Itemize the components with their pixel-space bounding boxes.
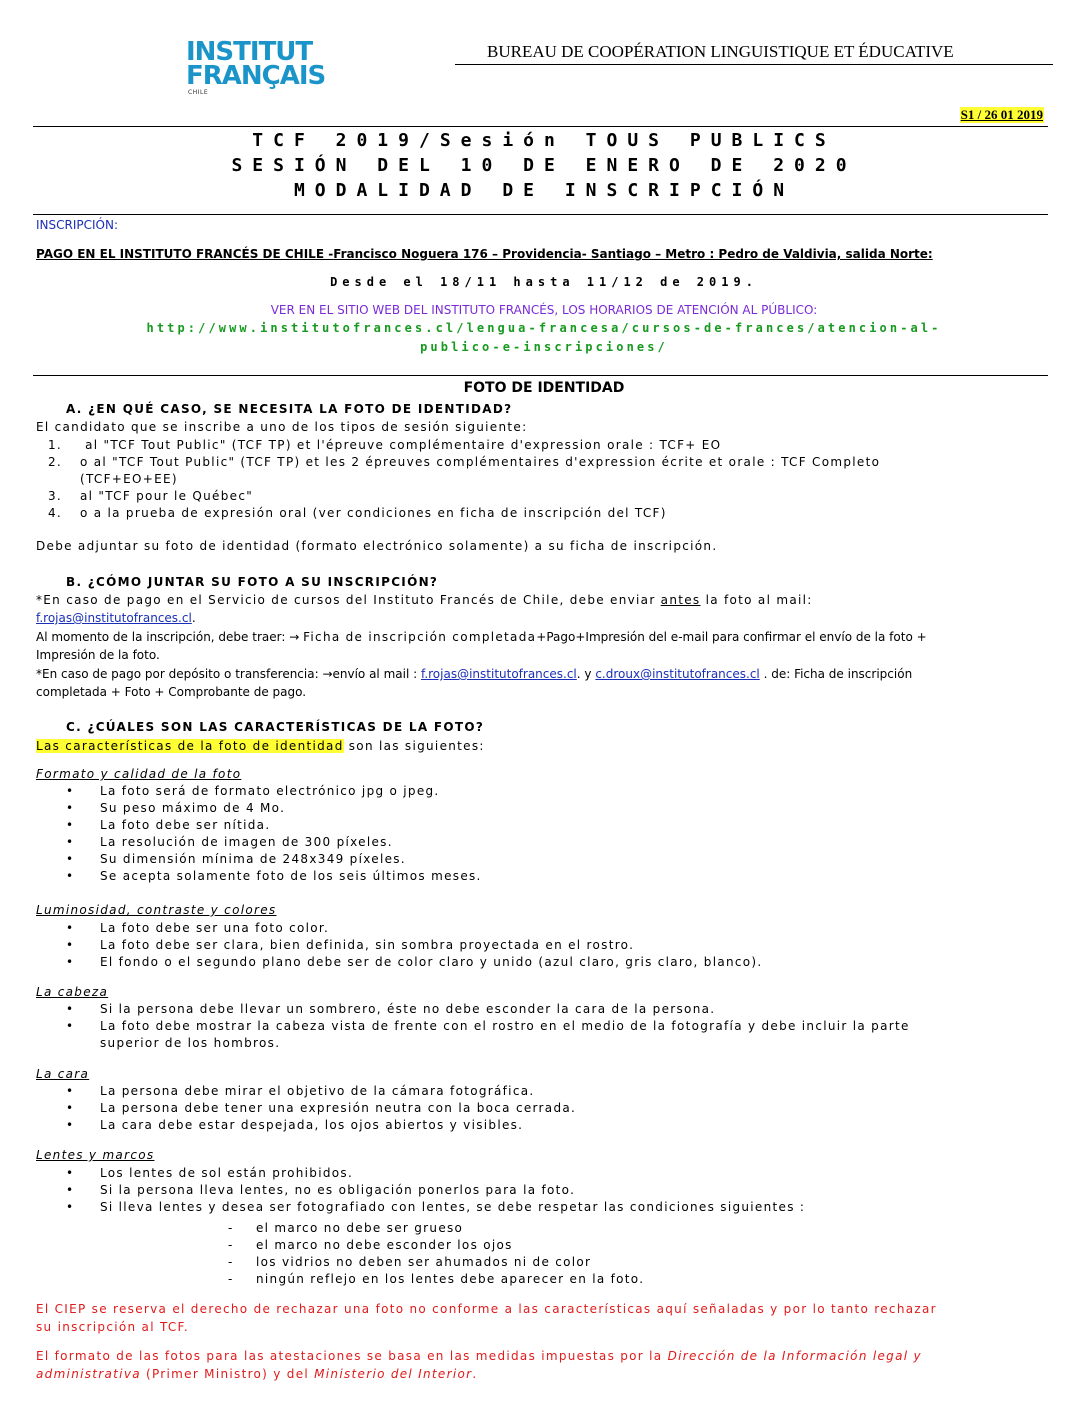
list-item: 1. al "TCF Tout Public" (TCF TP) et l'épreuve complémentaire d'expression orale : TCF+ EO	[48, 438, 722, 452]
list-item: • La persona debe mirar el objetivo de la cámara fotográfica.	[66, 1084, 535, 1098]
list-item: superior de los hombros.	[100, 1036, 281, 1050]
lentes-sublist	[228, 1220, 644, 1288]
list-item: • La foto debe ser clara, bien definida, sin sombra proyectada en el rostro.	[66, 938, 635, 952]
list-item: • Los lentes de sol están prohibidos.	[66, 1166, 354, 1180]
bureau-title: BUREAU DE COOPÉRATION LINGUISTIQUE ET ÉDUCATIVE	[487, 42, 954, 61]
section-b-line6: completada + Foto + Comprobante de pago.	[36, 685, 307, 699]
list-item: • Se acepta solamente foto de los seis últimos meses.	[66, 869, 482, 883]
luminosidad-list	[66, 920, 763, 971]
list-item: • Si lleva lentes y desea ser fotografiado con lentes, se debe respetar las condiciones siguientes :	[66, 1200, 806, 1214]
cara-heading: La cara	[36, 1067, 90, 1081]
email-link-droux[interactable]: c.droux@institutofrances.cl	[595, 667, 760, 681]
horarios-url-line1[interactable]: http://www.institutofrances.cl/lengua-francesa/cursos-de-frances/atencion-al-	[146, 321, 942, 335]
section-a-heading: A. ¿EN QUÉ CASO, SE NECESITA LA FOTO DE IDENTIDAD?	[66, 402, 513, 416]
section-b-line5: *En caso de pago por depósito o transferencia: →envío al mail : f.rojas@institutofrances.cl. y c.droux@institutofrances.cl . de: Ficha de inscripción	[36, 667, 913, 681]
list-item: • Si la persona debe llevar un sombrero, éste no debe esconder la cara de la persona.	[66, 1002, 716, 1016]
section-a-outro: Debe adjuntar su foto de identidad (formato electrónico solamente) a su ficha de inscripción.	[36, 539, 718, 553]
cabeza-list	[66, 1001, 910, 1052]
section-b-line1: *En caso de pago en el Servicio de cursos del Instituto Francés de Chile, debe enviar antes la foto al mail:	[36, 593, 813, 607]
cabeza-heading: La cabeza	[36, 985, 109, 999]
section-a-intro: El candidato que se inscribe a uno de los tipos de sesión siguiente:	[36, 420, 528, 434]
list-item: • Su dimensión mínima de 248x349 píxeles.	[66, 852, 406, 866]
logo-line2: FRANÇAIS	[186, 61, 326, 91]
formato-notice-line2: administrativa (Primer Ministro) y del Ministerio del Interior.	[36, 1367, 478, 1381]
list-item: 3. al "TCF pour le Québec"	[48, 489, 254, 503]
email-link-rojas-2[interactable]: f.rojas@institutofrances.cl	[420, 667, 577, 681]
reference-code: S1 / 26 01 2019	[960, 107, 1043, 122]
section-b-line4: Impresión de la foto.	[36, 648, 160, 662]
foto-title: FOTO DE IDENTIDAD	[463, 380, 625, 396]
list-item: - los vidrios no deben ser ahumados ni de color	[228, 1255, 592, 1269]
email-link-rojas[interactable]: f.rojas@institutofrances.cl	[36, 611, 192, 625]
list-item: 2. o al "TCF Tout Public" (TCF TP) et les 2 épreuves complémentaires d'expression écrite et orale : TCF Completo	[48, 455, 881, 469]
formato-heading: Formato y calidad de la foto	[36, 767, 242, 781]
formato-list	[66, 783, 482, 885]
pago-bold: PAGO EN EL INSTITUTO FRANCÉS DE CHILE -	[36, 247, 334, 261]
formato-notice-line1: El formato de las fotos para las atestaciones se basa en las medidas impuestas por la Dirección de la Información legal y	[36, 1349, 922, 1363]
ver-horarios: VER EN EL SITIO WEB DEL INSTITUTO FRANCÉS, LOS HORARIOS DE ATENCIÓN AL PÚBLICO:	[270, 303, 818, 317]
inscription-dates: Desde el 18/11 hasta 11/12 de 2019.	[330, 275, 758, 289]
inscripcion-label: INSCRIPCIÓN:	[36, 218, 119, 232]
ciep-notice-line2: su inscripción al TCF.	[36, 1320, 189, 1334]
institut-francais-logo	[186, 37, 326, 96]
title-top-rule	[33, 126, 1048, 127]
list-item: • La foto será de formato electrónico jpg o jpeg.	[66, 784, 440, 798]
lentes-list	[66, 1165, 805, 1216]
section-b-heading: B. ¿CÓMO JUNTAR SU FOTO A SU INSCRIPCIÓN?	[66, 575, 439, 589]
ciep-notice-line1: El CIEP se reserva el derecho de rechazar una foto no conforme a las características aquí señaladas y por lo tanto rechazar	[36, 1302, 937, 1316]
section-b-line3: Al momento de la inscripción, debe traer: → Ficha de inscripción completada+Pago+Impresión del e-mail para confirmar el envío de la foto +	[36, 630, 927, 644]
section-rule	[33, 375, 1048, 376]
section-a-list	[48, 437, 880, 522]
logo-line3: CHILE	[188, 89, 209, 96]
list-item: • Su peso máximo de 4 Mo.	[66, 801, 286, 815]
title-bottom-rule	[33, 214, 1048, 215]
horarios-url-line2[interactable]: publico-e-inscripciones/	[420, 340, 668, 354]
title-line1: TCF 2019/Sesión TOUS PUBLICS	[252, 130, 836, 151]
list-item: • La cara debe estar despejada, los ojos abiertos y visibles.	[66, 1118, 524, 1132]
luminosidad-heading: Luminosidad, contraste y colores	[36, 903, 277, 917]
list-item: • La foto debe ser una foto color.	[66, 921, 330, 935]
title-line2: SESIÓN DEL 10 DE ENERO DE 2020	[231, 155, 857, 176]
section-b-mail1: f.rojas@institutofrances.cl.	[36, 611, 196, 625]
list-item: (TCF+EO+EE)	[80, 472, 178, 486]
cara-list	[66, 1083, 576, 1134]
logo-line1: INSTITUT	[186, 37, 313, 67]
list-item: - el marco no debe esconder los ojos	[228, 1238, 513, 1252]
list-item: • La foto debe ser nítida.	[66, 818, 271, 832]
list-item: • Si la persona lleva lentes, no es obligación ponerlos para la foto.	[66, 1183, 576, 1197]
list-item: • La resolución de imagen de 300 píxeles.	[66, 835, 393, 849]
lentes-heading: Lentes y marcos	[36, 1148, 155, 1162]
pago-line	[36, 246, 933, 263]
header-rule	[455, 64, 1053, 65]
list-item: 4. o a la prueba de expresión oral (ver condiciones en ficha de inscripción del TCF)	[48, 506, 667, 520]
section-c-intro: Las características de la foto de identidad son las siguientes:	[36, 739, 485, 753]
title-line3: MODALIDAD DE INSCRIPCIÓN	[293, 180, 795, 201]
list-item: • La persona debe tener una expresión neutra con la boca cerrada.	[66, 1101, 577, 1115]
list-item: - el marco no debe ser grueso	[228, 1221, 464, 1235]
section-c-heading: C. ¿CÚALES SON LAS CARACTERÍSTICAS DE LA FOTO?	[66, 720, 485, 734]
list-item: • La foto debe mostrar la cabeza vista de frente con el rostro en el medio de la fotografía y debe incluir la parte	[66, 1019, 910, 1033]
list-item: • El fondo o el segundo plano debe ser de color claro y unido (azul claro, gris claro, blanco).	[66, 955, 763, 969]
list-item: - ningún reflejo en los lentes debe aparecer en la foto.	[228, 1272, 645, 1286]
pago-rest: Francisco Noguera 176 – Providencia- Santiago – Metro : Pedro de Valdivia, salida Norte:	[333, 247, 933, 261]
